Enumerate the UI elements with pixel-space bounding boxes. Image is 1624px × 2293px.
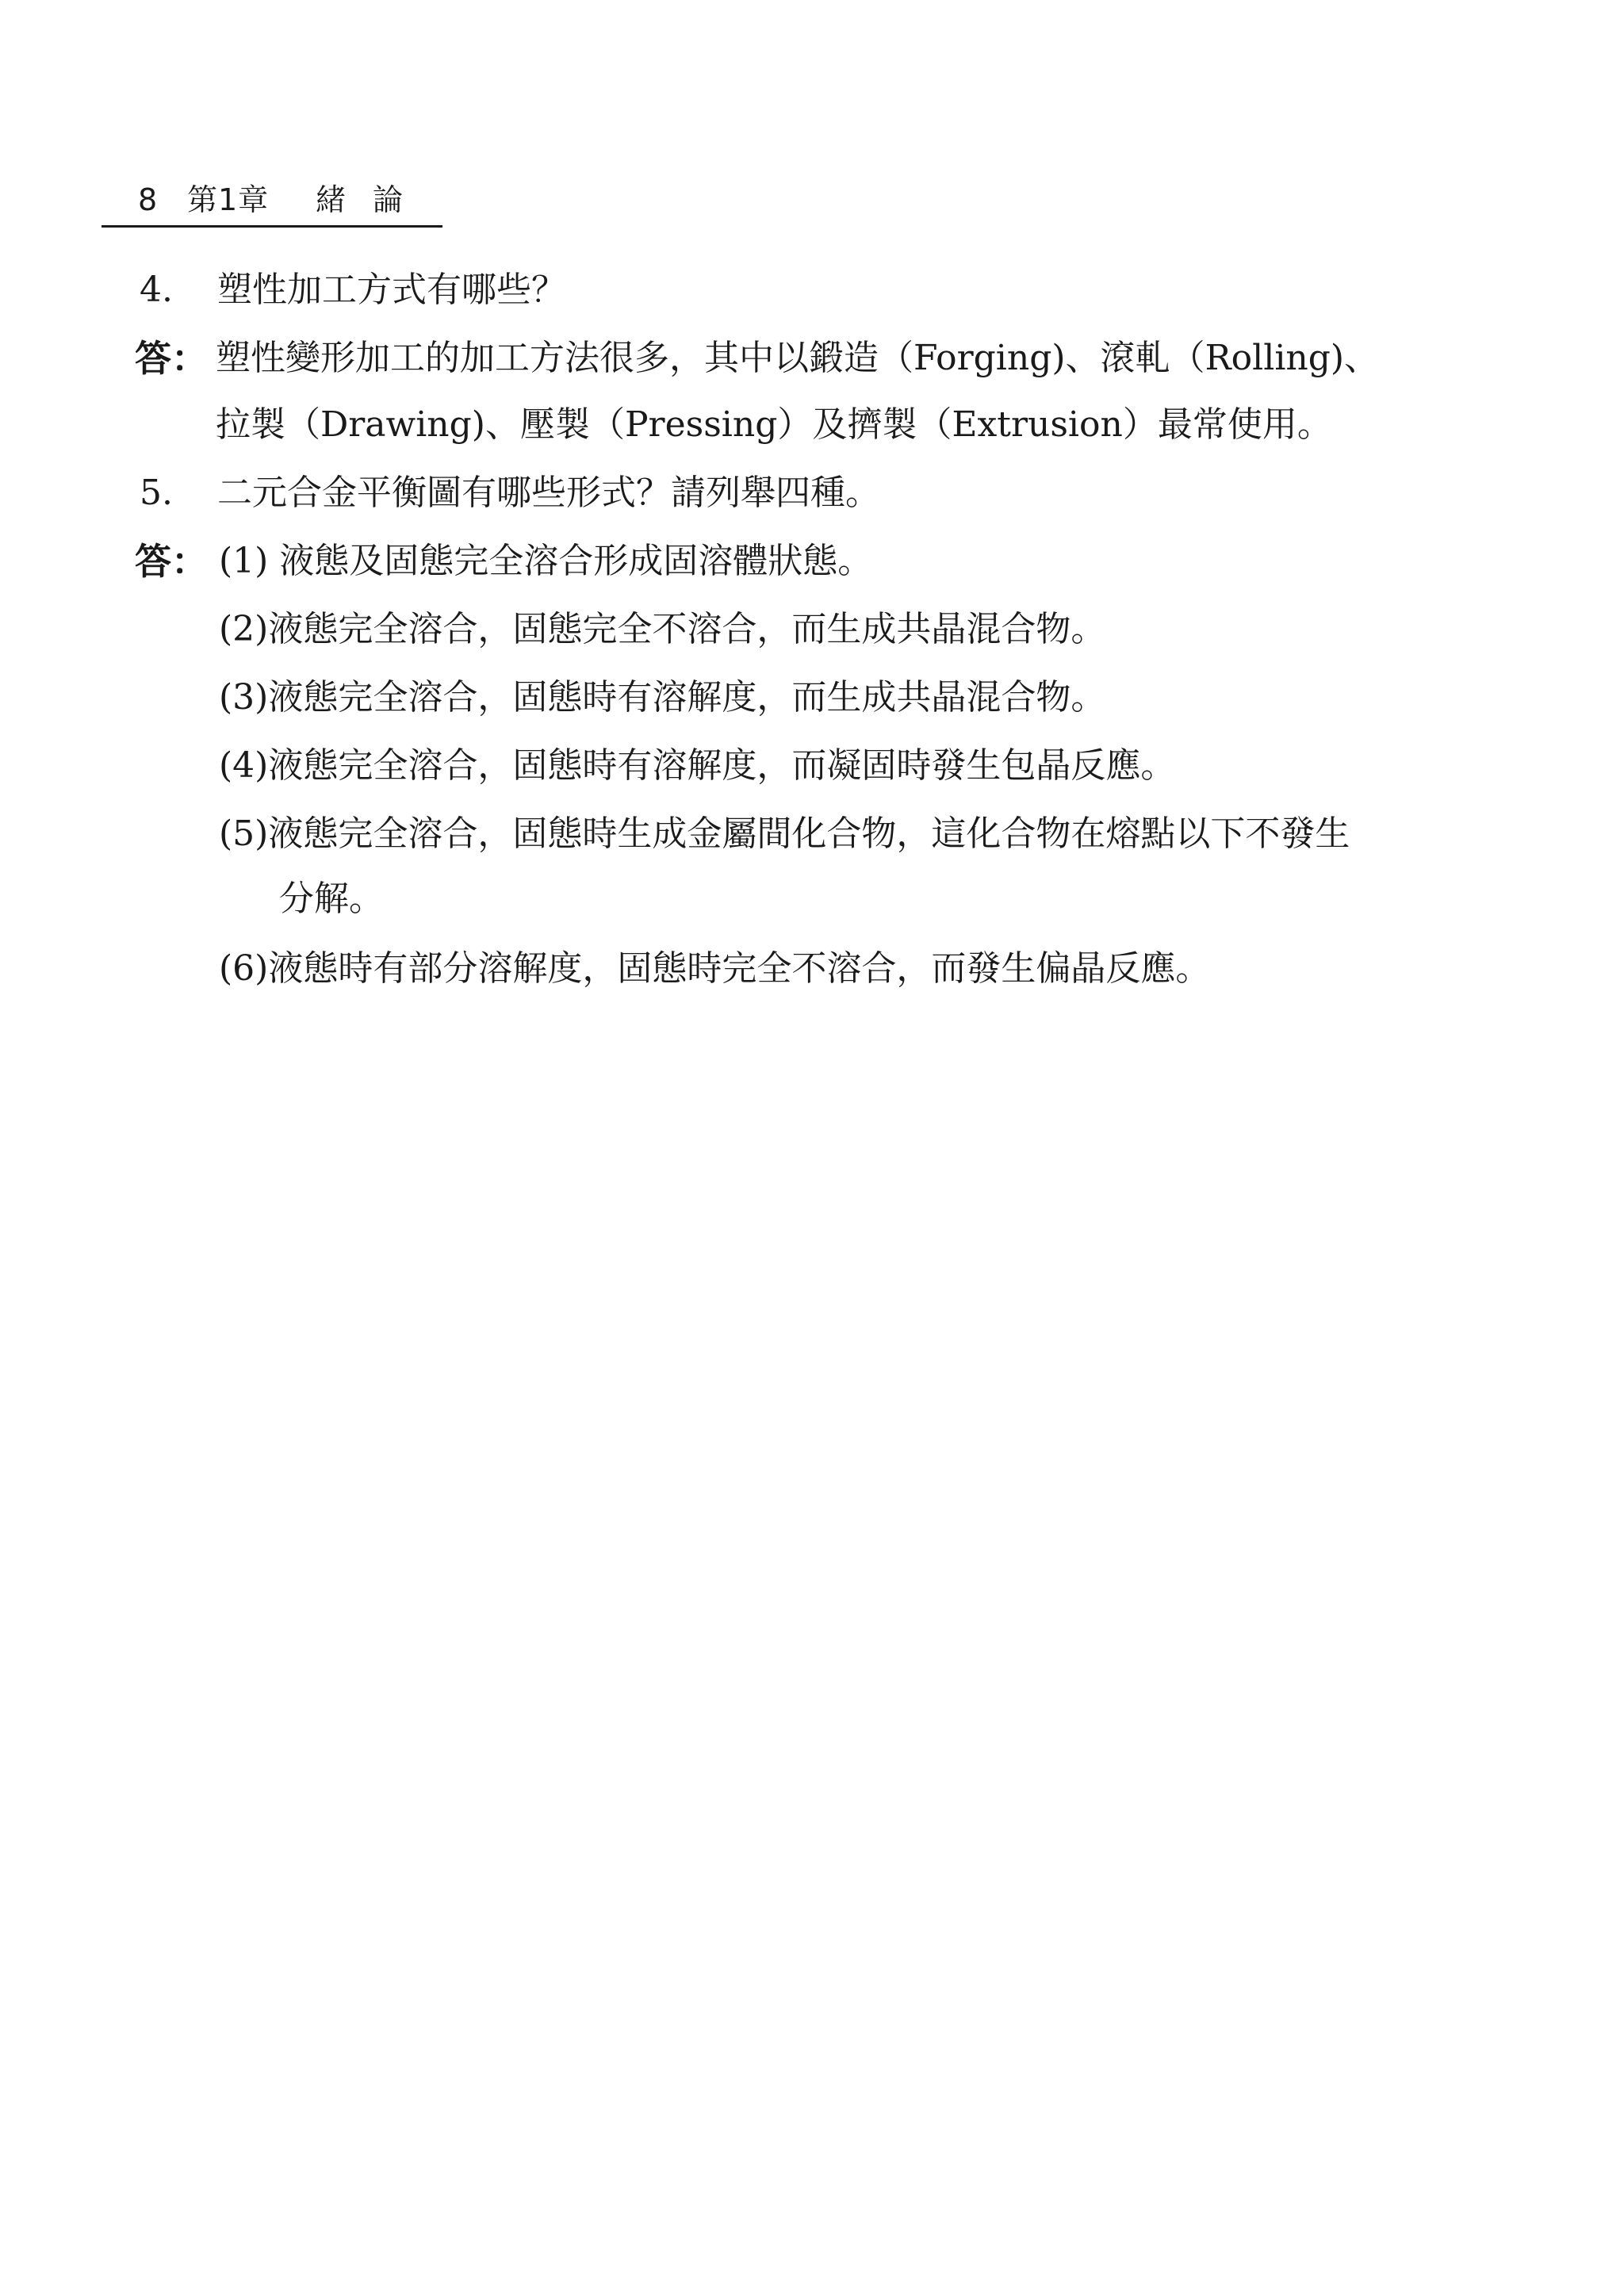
answer-item: (3)液態完全溶合，固態時有溶解度，而生成共晶混合物。 <box>219 677 1106 718</box>
answer-item: (2)液態完全溶合，固態完全不溶合，而生成共晶混合物。 <box>219 609 1106 649</box>
chapter-title: 緒論 <box>316 182 431 217</box>
answer-item-continuation: 分解。 <box>279 879 384 919</box>
question-text: 塑性加工方式有哪些？ <box>217 270 566 310</box>
answer-item: (4)液態完全溶合，固態時有溶解度，而凝固時發生包晶反應。 <box>219 745 1176 786</box>
answer-item: (6)液態時有部分溶解度，固態時完全不溶合，而發生偏晶反應。 <box>219 948 1211 989</box>
chapter-label: 第1章 <box>187 182 270 217</box>
answer-label: 答： <box>135 337 208 380</box>
answer-item: (1) 液態及固態完全溶合形成固溶體狀態。 <box>219 541 873 581</box>
question-number: 4. <box>140 270 173 310</box>
running-header <box>102 179 442 228</box>
question-number: 5. <box>140 473 173 513</box>
answer-item: (5)液態完全溶合，固態時生成金屬間化合物，這化合物在熔點以下不發生 <box>219 813 1350 854</box>
question-text: 二元合金平衡圖有哪些形式？請列舉四種。 <box>217 473 880 513</box>
answer-line: 塑性變形加工的加工方法很多，其中以鍛造（Forging)、滾軋（Rolling)、 <box>216 338 1380 378</box>
answer-label: 答： <box>135 540 208 583</box>
page-number: 8 <box>138 182 158 217</box>
answer-line: 拉製（Drawing)、壓製（Pressing）及擠製（Extrusion）最常使用。 <box>216 404 1332 445</box>
